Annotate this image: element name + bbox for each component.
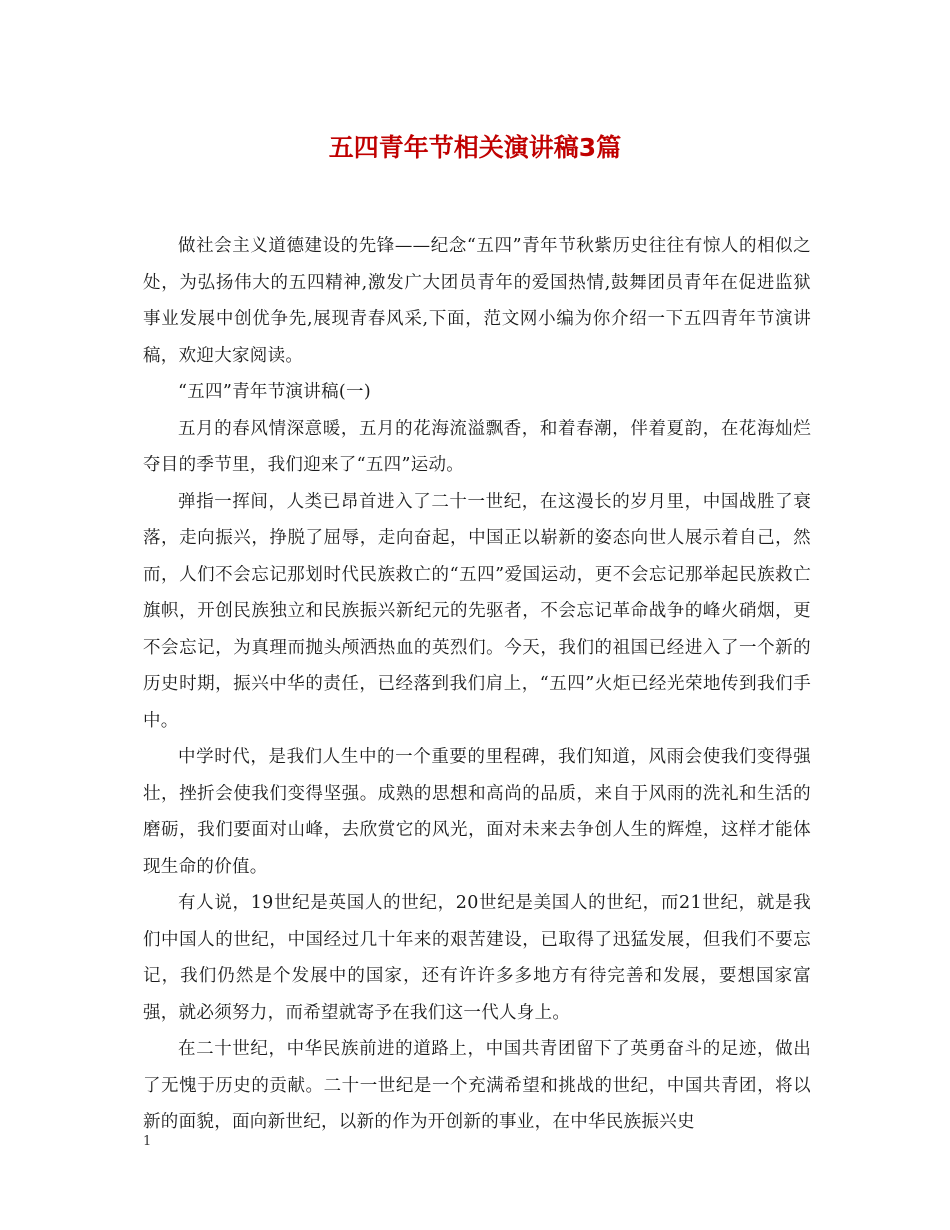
paragraph-intro: 做社会主义道德建设的先锋——纪念“五四”青年节秋紫历史往往有惊人的相似之处，为弘扬伟大的五四精神,激发广大团员青年的爱国热情,鼓舞团员青年在促进监狱事业发展中创优争先,展现青春风采,下面，范文网小编为你介绍一下五四青年节演讲稿，欢迎大家阅读。 xyxy=(143,236,811,366)
page-number: 1 xyxy=(143,1134,152,1149)
document-body xyxy=(143,228,811,1141)
paragraph: 弹指一挥间，人类已昂首进入了二十一世纪，在这漫长的岁月里，中国战胜了衰落，走向振兴，挣脱了屈辱，走向奋起，中国正以崭新的姿态向世人展示着自己，然而，人们不会忘记那划时代民族救亡的“五四”爱国运动，更不会忘记那举起民族救亡旗帜，开创民族独立和民族振兴新纪元的先驱者，不会忘记革命战争的峰火硝烟，更不会忘记，为真理而抛头颅洒热血的英烈们。今天，我们的祖国已经进入了一个新的历史时期，振兴中华的责任，已经落到我们肩上，“五四”火炬已经光荣地传到我们手中。 xyxy=(143,491,811,731)
paragraph: 有人说，19世纪是英国人的世纪，20世纪是美国人的世纪，而21世纪，就是我们中国人的世纪，中国经过几十年来的艰苦建设，已取得了迅猛发展，但我们不要忘记，我们仍然是个发展中的国家，还有许许多多地方有待完善和发展，要想国家富强，就必须努力，而希望就寄予在我们这一代人身上。 xyxy=(143,893,811,1023)
document-title: 五四青年节相关演讲稿3篇 xyxy=(328,133,622,162)
paragraph: 中学时代，是我们人生中的一个重要的里程碑，我们知道，风雨会使我们变得强壮，挫折会使我们变得坚强。成熟的思想和高尚的品质，来自于风雨的洗礼和生活的磨砺，我们要面对山峰，去欣赏它的风光，面对未来去争创人生的辉煌，这样才能体现生命的价值。 xyxy=(143,747,811,877)
paragraph: 五月的春风情深意暖，五月的花海流溢飘香，和着春潮，伴着夏韵，在花海灿烂夺目的季节里，我们迎来了“五四”运动。 xyxy=(143,418,811,475)
section-heading: “五四”青年节演讲稿(一) xyxy=(178,382,371,402)
paragraph: 在二十世纪，中华民族前进的道路上，中国共青团留下了英勇奋斗的足迹，做出了无愧于历史的贡献。二十一世纪是一个充满希望和挑战的世纪，中国共青团，将以新的面貌，面向新世纪，以新的作为开创新的事业，在中华民族振兴史 xyxy=(143,1039,811,1132)
